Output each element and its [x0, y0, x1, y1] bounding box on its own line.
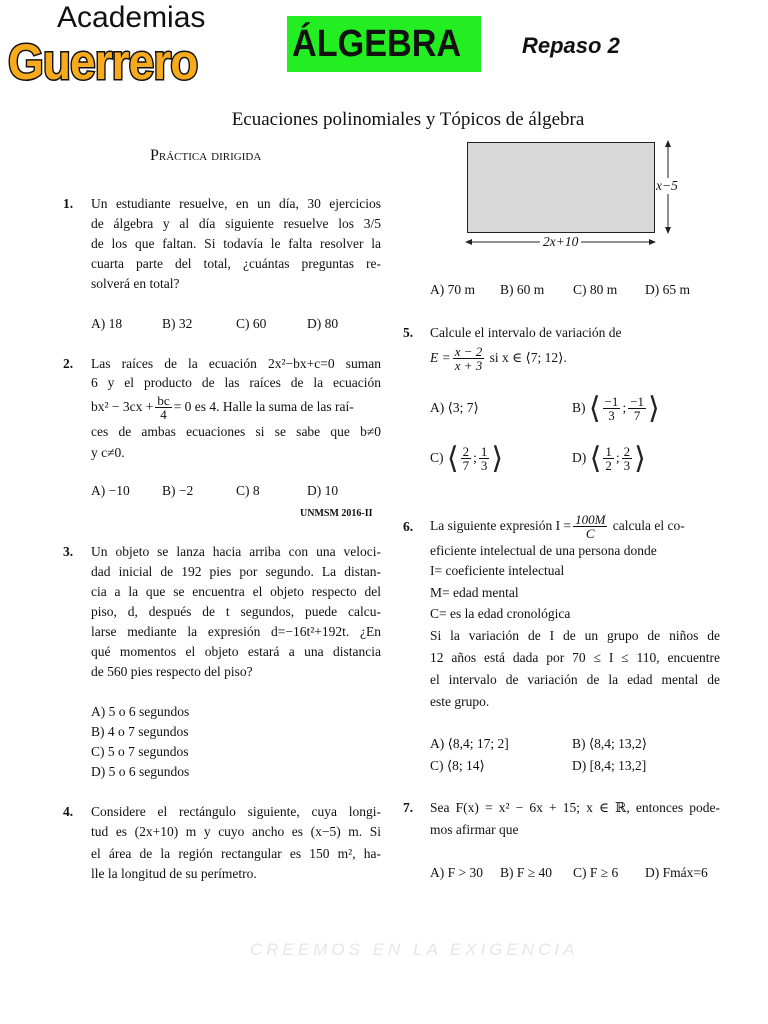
option-b: B) 4 o 7 segundos: [91, 724, 189, 739]
question-number: 4.: [63, 804, 74, 819]
height-label: x−5: [656, 178, 678, 193]
denominator: 3: [623, 458, 631, 474]
watermark: CREEMOS EN LA EXIGENCIA: [250, 940, 579, 959]
math-text: bx² − 3cx +: [91, 399, 154, 414]
option-a: A) 18: [91, 316, 123, 331]
numerator: 1: [605, 444, 612, 460]
math-text: = 0 es 4. Halle la suma de las raí-: [173, 399, 354, 414]
fraction: [628, 395, 646, 422]
question-text: Calcule el intervalo de variación de: [430, 325, 622, 340]
question-text: dad inicial de 192 pies por segundo. La distan-: [91, 564, 381, 579]
option-c: C) 80 m: [573, 282, 618, 297]
fraction: [479, 445, 490, 472]
question-text: C= es la edad cronológica: [430, 606, 571, 621]
question-text: Si la variación de I de un grupo de niños de: [430, 628, 720, 643]
question-text: Un objeto se lanza hacia arriba con una veloci-: [91, 544, 381, 559]
question-text: de 560 pies respecto del piso?: [91, 664, 253, 679]
question-text: qué momentos el objeto estará a una distancia: [91, 644, 381, 659]
option-d: D) Fmáx=6: [645, 865, 708, 880]
question-text: [91, 393, 354, 421]
denominator: 4: [160, 407, 167, 423]
fraction: [461, 445, 472, 472]
option-b: B) ⟨8,4; 13,2⟩: [572, 736, 648, 751]
numerator: bc: [157, 393, 170, 409]
numerator: 100M: [575, 512, 606, 528]
question-text: 12 años está dada por 70 ≤ I ≤ 110, encuentre: [430, 650, 720, 665]
numerator: 2: [623, 444, 631, 460]
repaso-label: Repaso 2: [522, 33, 620, 58]
question-text: I= coeficiente intelectual: [430, 563, 565, 578]
question-text: Sea F(x) = x² − 6x + 15; x ∈ ℝ, entonces pode-: [430, 800, 720, 815]
option-d: D) 5 o 6 segundos: [91, 764, 190, 779]
numerator: 2: [462, 444, 470, 460]
option-d: D) [8,4; 13,2]: [572, 758, 647, 773]
option-a: A) 70 m: [430, 282, 475, 297]
source-label: UNMSM 2016-II: [300, 508, 373, 519]
denominator: 3: [480, 458, 488, 474]
question-number: 1.: [63, 196, 74, 211]
question-text: de los que faltan. Si todavía le falta resolver la: [91, 236, 381, 251]
option-a: A) F > 30: [430, 865, 483, 880]
option-c: C) ⟨8; 14⟩: [430, 758, 485, 773]
numerator: −1: [630, 394, 645, 410]
option-d: D) ⟨ $\frac{1}{2}$ ; $\frac{2}{3}$ ⟩: [572, 441, 646, 475]
question-text: y c≠0.: [91, 445, 125, 460]
question-text: mos afirmar que: [430, 822, 519, 837]
question-text: cia a la que se encuentra el objeto respecto del: [91, 584, 381, 599]
option-b: B) ⟨ $\frac{-1}{3}$ ; $\frac{-1}{7}$ ⟩: [572, 391, 660, 425]
question-text: eficiente intelectual de una persona donde: [430, 543, 657, 558]
logo-academias: Academias: [57, 1, 206, 34]
numerator: x − 2: [454, 344, 483, 360]
question-text: Las raíces de la ecuación 2x²−bx+c=0 suman: [91, 356, 381, 371]
math-text: si x ∈ ⟨7; 12⟩.: [489, 350, 567, 365]
fraction: [155, 394, 171, 421]
question-text: de álgebra y al día siguiente resuelve los 3/5: [91, 216, 381, 231]
math-text: calcula el co-: [612, 518, 685, 533]
question-text: este grupo.: [430, 694, 490, 709]
denominator: 7: [633, 408, 641, 424]
fraction: [573, 513, 607, 540]
option-d: D) 80: [307, 316, 339, 331]
question-text: M= edad mental: [430, 585, 519, 600]
option-a: A) 5 o 6 segundos: [91, 704, 190, 719]
subject-title: ÁLGEBRA: [292, 23, 462, 65]
option-label: B): [572, 400, 586, 415]
question-text: 6 y el producto de las raíces de la ecuación: [91, 375, 381, 390]
section-heading: Práctica dirigida: [150, 147, 262, 164]
option-c: C) F ≥ 6: [573, 865, 619, 880]
option-b: B) −2: [162, 483, 194, 498]
fraction: [603, 445, 614, 472]
question-formula: [430, 344, 567, 372]
option-b: B) 32: [162, 316, 193, 331]
question-number: 2.: [63, 356, 74, 371]
page-title: Ecuaciones polinomiales y Tópicos de álgebra: [231, 109, 585, 130]
denominator: 2: [605, 458, 612, 474]
question-text: el intervalo de variación de la edad mental de: [430, 672, 720, 687]
question-text: piso, d, después de t segundos, puede calcu-: [91, 604, 381, 619]
option-label: D): [572, 450, 587, 465]
fraction: [603, 395, 621, 422]
question-text: Un estudiante resuelve, en un día, 30 ejercicios: [91, 196, 381, 211]
question-number: 5.: [403, 325, 414, 340]
option-b: B) 60 m: [500, 282, 545, 297]
fraction: [622, 445, 633, 472]
option-c: C) ⟨ $\frac{2}{7}$ ; $\frac{1}{3}$ ⟩: [430, 441, 504, 475]
question-number: 7.: [403, 800, 414, 815]
question-text: tud es (2x+10) m y cuyo ancho es (x−5) m. Si: [91, 824, 381, 839]
width-label: 2x+10: [540, 234, 581, 250]
question-text: [430, 512, 685, 540]
denominator: x + 3: [454, 358, 483, 374]
denominator: 7: [462, 458, 470, 474]
numerator: −1: [604, 394, 619, 410]
denominator: C: [585, 526, 595, 542]
logo-guerrero: Guerrero: [8, 34, 198, 90]
option-a: A) −10: [91, 483, 130, 498]
question-text: larse mediante la expresión d=−16t²+192t. ¿En: [91, 624, 381, 639]
option-label: C): [430, 450, 444, 465]
question-text: ces de ambas ecuaciones si se sabe que b≠0: [91, 424, 381, 439]
option-c: C) 8: [236, 483, 260, 498]
numerator: 1: [480, 444, 488, 460]
option-b: B) F ≥ 40: [500, 865, 553, 880]
question-text: lle la longitud de su perímetro.: [91, 866, 257, 881]
option-d: D) 10: [307, 483, 339, 498]
math-text: La siguiente expresión I =: [430, 518, 572, 533]
fraction: [453, 345, 485, 372]
option-a: A) ⟨8,4; 17; 2]: [430, 736, 509, 751]
option-c: C) 60: [236, 316, 267, 331]
option-a: A) ⟨3; 7⟩: [430, 400, 479, 415]
question-text: el área de la región rectangular es 150 m², ha-: [91, 846, 381, 861]
question-text: cuarta parte del total, ¿cuántas preguntas re-: [91, 256, 381, 271]
question-text: Considere el rectángulo siguiente, cuya longi-: [91, 804, 381, 819]
denominator: 3: [608, 408, 615, 424]
question-number: 6.: [403, 519, 414, 534]
option-d: D) 65 m: [645, 282, 690, 297]
question-text: solverá en total?: [91, 276, 180, 291]
question-number: 3.: [63, 544, 74, 559]
math-text: E =: [430, 350, 451, 365]
option-c: C) 5 o 7 segundos: [91, 744, 189, 759]
